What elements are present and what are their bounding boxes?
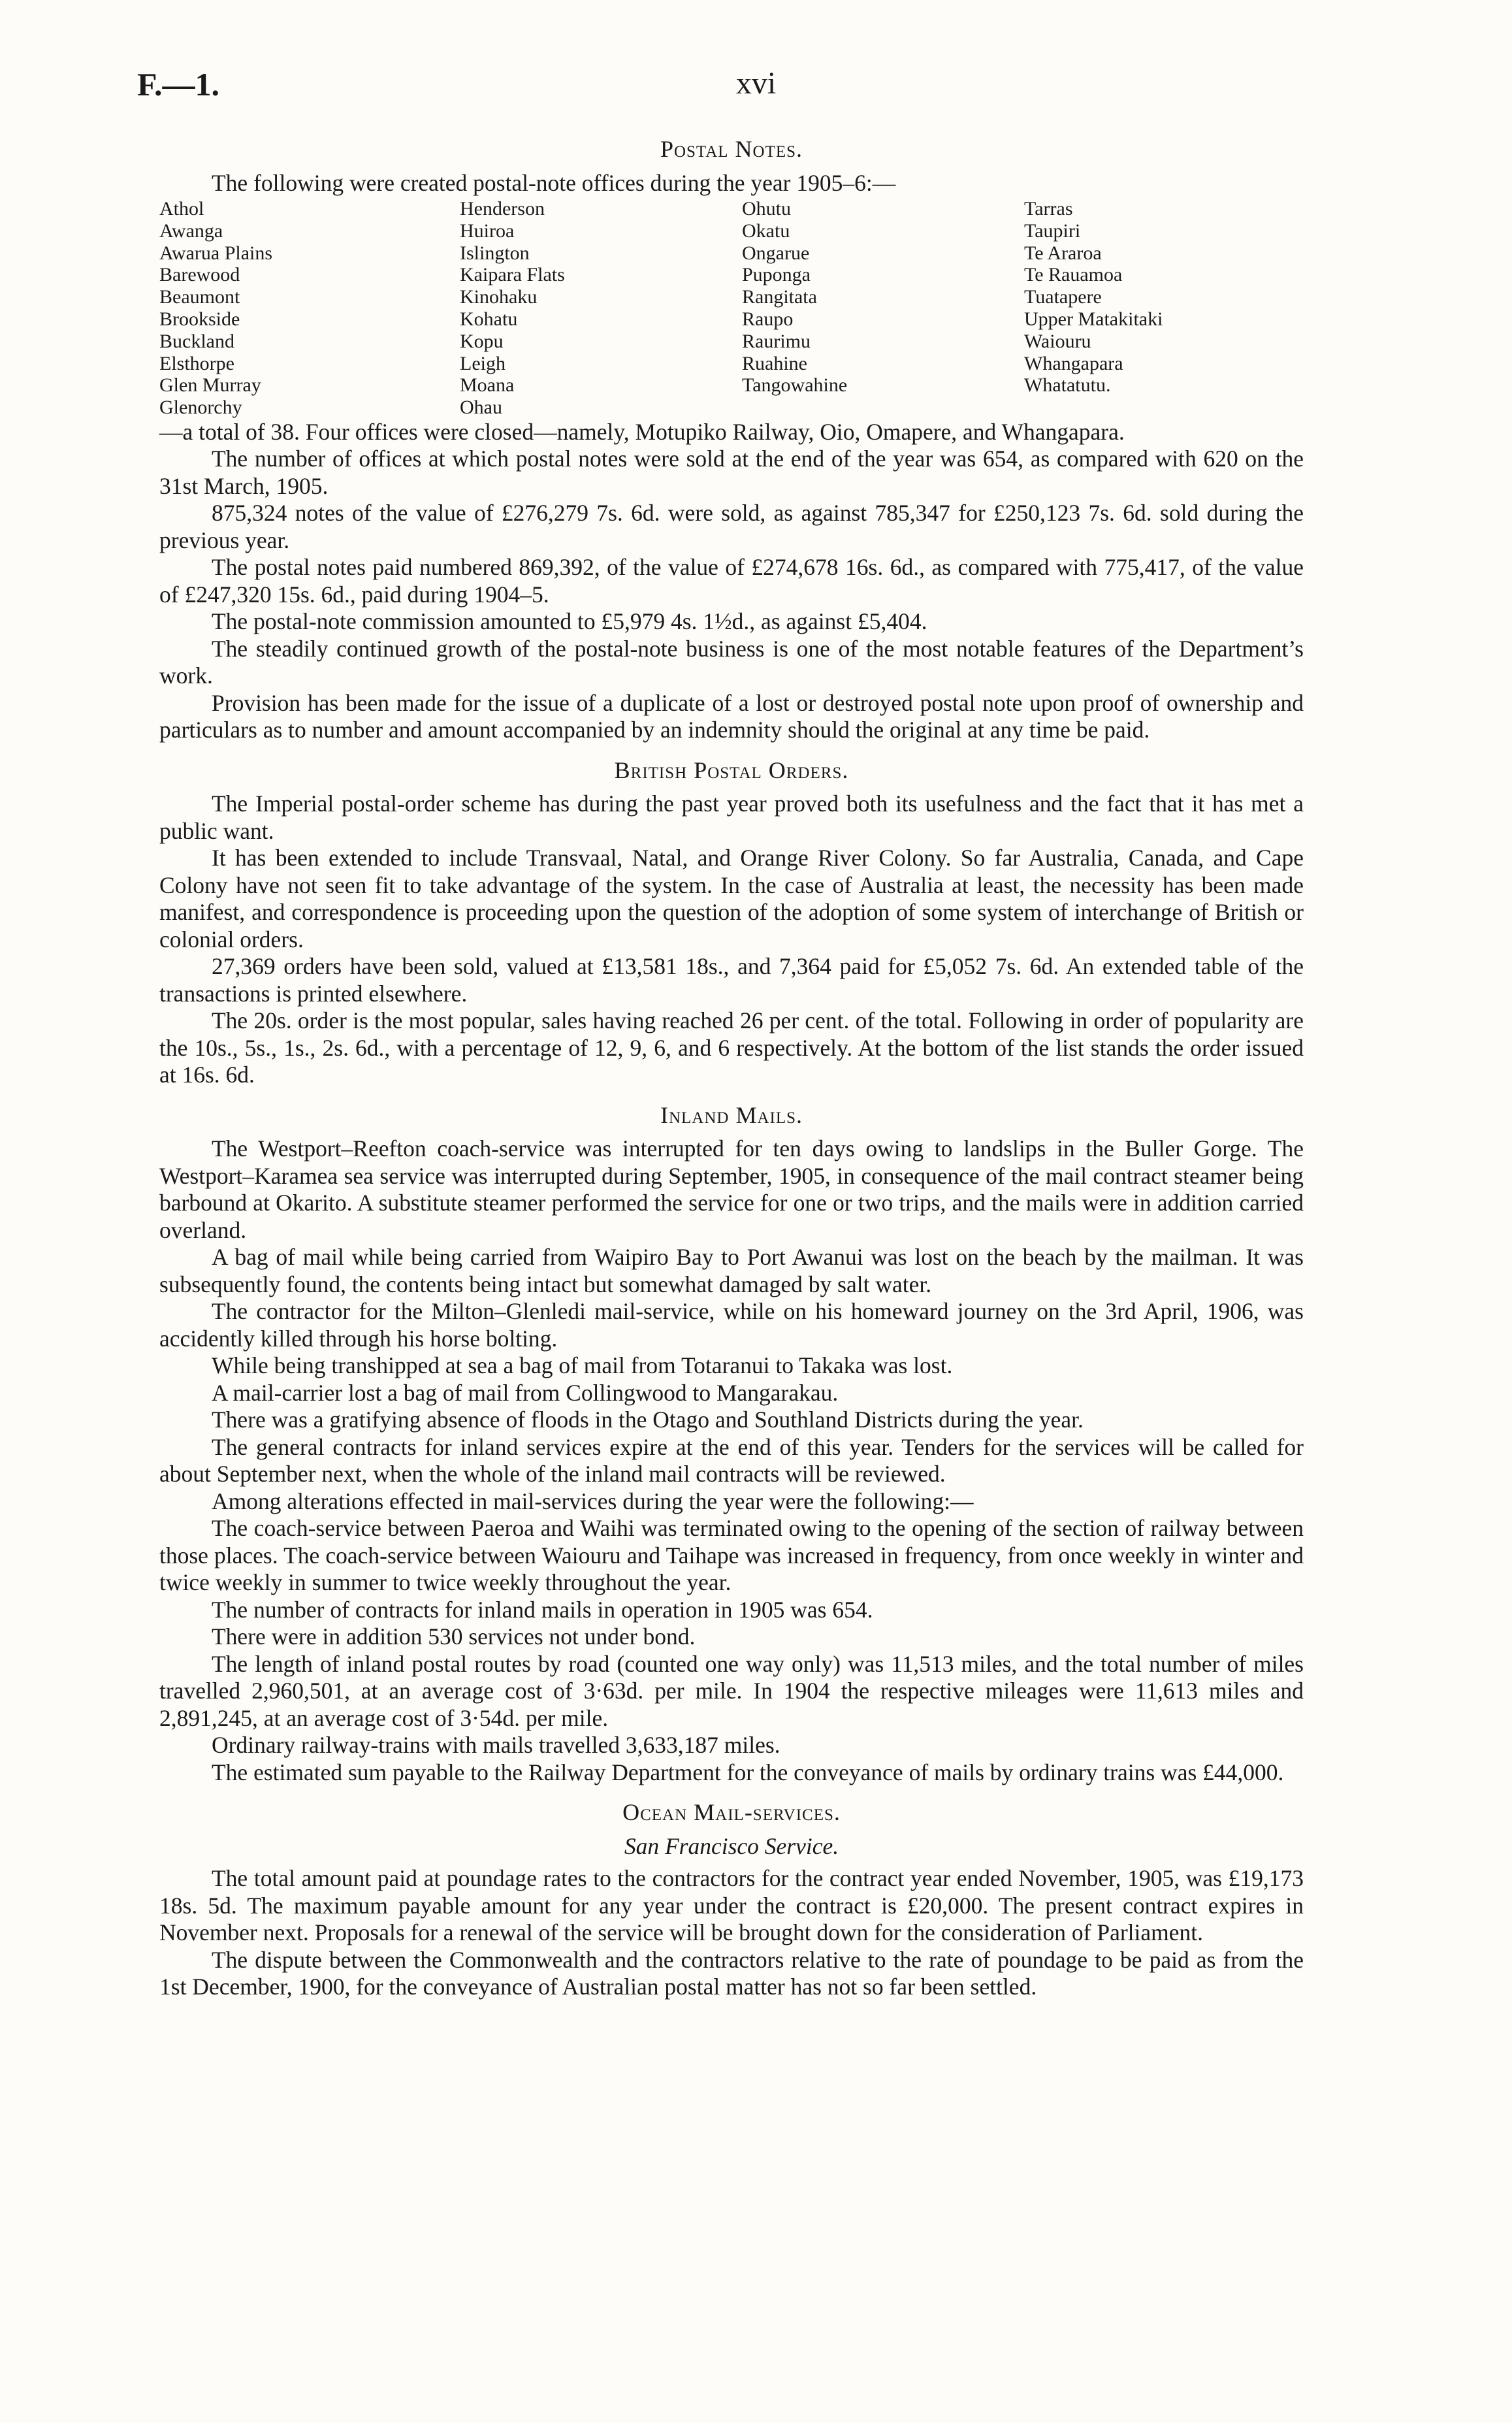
office-name: Islington [460, 242, 530, 264]
office-column [159, 198, 460, 419]
office-name: Awanga [159, 220, 223, 242]
office-name: Ohau [460, 397, 502, 419]
paragraph: The postal notes paid numbered 869,392, of the value of £274,678 16s. 6d., as compared with 775,417, of the value of £247,320 15s. 6d., paid during 1904–5. [159, 554, 1304, 608]
paragraph: The postal-note commission amounted to £5,979 4s. 1½d., as against £5,404. [212, 608, 927, 635]
office-name: Tuatapere [1024, 286, 1102, 308]
office-name: Glenorchy [159, 397, 242, 419]
office-name: Moana [460, 374, 515, 397]
paragraph: There were in addition 530 services not under bond. [212, 1623, 696, 1650]
document-reference: F.—1. [137, 66, 219, 103]
paragraph: A bag of mail while being carried from Waipiro Bay to Port Awanui was lost on the beach by the mailman. It was subsequently found, the contents being intact but somewhat damaged by salt water. [159, 1244, 1304, 1297]
paragraph: The coach-service between Paeroa and Waihi was terminated owing to the opening of the section of railway between those places. The coach-service between Waiouru and Taihape was increased in frequency, from once weekly in winter and twice weekly in summer to twice weekly throughout the year. [159, 1515, 1304, 1596]
paragraph: The dispute between the Commonwealth and the contractors relative to the rate of poundage to be paid as from the 1st December, 1900, for the conveyance of Australian postal matter has not so far been settled. [159, 1946, 1304, 2000]
office-name: Okatu [742, 220, 790, 242]
office-name: Puponga [742, 264, 811, 286]
paragraph: There was a gratifying absence of floods in the Otago and Southland Districts during the year. [212, 1407, 1084, 1433]
office-name: Glen Murray [159, 374, 261, 397]
paragraph: The steadily continued growth of the postal-note business is one of the most notable features of the Department’s work. [159, 635, 1304, 689]
paragraph: While being transhipped at sea a bag of mail from Totaranui to Takaka was lost. [212, 1352, 953, 1379]
office-name: Brookside [159, 308, 240, 330]
section-heading-inland-mails: Inland Mails. [660, 1101, 803, 1128]
office-name: Whatatutu. [1024, 374, 1111, 397]
office-name: Waiouru [1024, 330, 1091, 352]
office-name: Barewood [159, 264, 240, 286]
office-name: Huiroa [460, 220, 515, 242]
office-name: Taupiri [1024, 220, 1081, 242]
paragraph: Ordinary railway-trains with mails travelled 3,633,187 miles. [212, 1732, 780, 1759]
office-name: Awarua Plains [159, 242, 273, 264]
office-name: Kopu [460, 330, 504, 352]
paragraph: 875,324 notes of the value of £276,279 7s. 6d. were sold, as against 785,347 for £250,123 7s. 6d. sold during the previous year. [159, 500, 1304, 553]
paragraph: The estimated sum payable to the Railway Department for the conveyance of mails by ordinary trains was £44,000. [212, 1759, 1284, 1785]
office-name: Henderson [460, 198, 545, 220]
office-name: Ohutu [742, 198, 791, 220]
office-name: Whangapara [1024, 352, 1123, 374]
office-list [159, 198, 1304, 419]
paragraph: It has been extended to include Transvaal, Natal, and Orange River Colony. So far Australia, Canada, and Cape Colony have not seen fit to take advantage of the system. In the case of Australia at least, the necessity has been made manifest, and correspondence is proceeding upon the question of the adoption of some system of interchange of British or colonial orders. [159, 845, 1304, 952]
office-name: Raurimu [742, 330, 811, 352]
subsection-heading-san-francisco: San Francisco Service. [624, 1832, 839, 1859]
page-header [0, 65, 1512, 105]
office-name: Leigh [460, 352, 506, 374]
section-heading-ocean-mail-services: Ocean Mail-services. [622, 1799, 841, 1826]
office-name: Tangowahine [742, 374, 848, 397]
office-name: Tarras [1024, 198, 1073, 220]
paragraph: The length of inland postal routes by road (counted one way only) was 11,513 miles, and the total number of miles travelled 2,960,501, at an average cost of 3·63d. per mile. In 1904 the respective mileages were 11,613 miles and 2,891,245, at an average cost of 3·54d. per mile. [159, 1650, 1304, 1731]
section-heading-postal-notes: Postal Notes. [660, 136, 803, 162]
page-content [159, 123, 1304, 2001]
paragraph: The 20s. order is the most popular, sales having reached 26 per cent. of the total. Following in order of popularity are the 10s., 5s., 1s., 2s. 6d., with a percentage of 12, 9, 6, and 6 respectively. At the bottom of the list stands the order issued at 16s. 6d. [159, 1007, 1304, 1088]
office-column [460, 198, 742, 419]
page-number: xvi [735, 66, 777, 101]
office-name: Elsthorpe [159, 352, 234, 374]
office-name: Raupo [742, 308, 794, 330]
paragraph: The Westport–Reefton coach-service was interrupted for ten days owing to landslips in the Buller Gorge. The Westport–Karamea sea service was interrupted during September, 1905, in consequence of the mail contract steamer being barbound at Okarito. A substitute steamer performed the service for one or two trips, and the mails were in addition carried overland. [159, 1135, 1304, 1243]
paragraph: The total amount paid at poundage rates to the contractors for the contract year ended November, 1905, was £19,173 18s. 5d. The maximum payable amount for any year under the contract is £20,000. The present contract expires in November next. Proposals for a renewal of the service will be brought down for the consideration of Parliament. [159, 1865, 1304, 1946]
office-column [742, 198, 1024, 419]
office-column [1024, 198, 1304, 419]
office-name: Buckland [159, 330, 234, 352]
office-name: Kohatu [460, 308, 518, 330]
office-name: Ruahine [742, 352, 807, 374]
paragraph: A mail-carrier lost a bag of mail from Collingwood to Mangarakau. [212, 1379, 839, 1406]
office-name: Te Araroa [1024, 242, 1102, 264]
section-heading-british-postal-orders: British Postal Orders. [614, 756, 849, 783]
paragraph: The number of offices at which postal notes were sold at the end of the year was 654, as compared with 620 on the 31st March, 1905. [159, 446, 1304, 499]
office-name: Kinohaku [460, 286, 538, 308]
paragraph: Provision has been made for the issue of a duplicate of a lost or destroyed postal note upon proof of ownership and particulars as to number and amount accompanied by an indemnity should the original at any time be paid. [159, 689, 1304, 743]
office-name: Athol [159, 198, 204, 220]
paragraph: The general contracts for inland services expire at the end of this year. Tenders for the services will be called for about September next, when the whole of the inland mail contracts will be reviewed. [159, 1433, 1304, 1488]
office-name: Upper Matakitaki [1024, 308, 1163, 330]
paragraph: Among alterations effected in mail-services during the year were the following:— [212, 1488, 974, 1514]
paragraph: The number of contracts for inland mails in operation in 1905 was 654. [212, 1596, 873, 1623]
paragraph: The Imperial postal-order scheme has during the past year proved both its usefulness and the fact that it has met a public want. [159, 790, 1304, 844]
office-name: Kaipara Flats [460, 264, 565, 286]
office-name: Ongarue [742, 242, 810, 264]
paragraph: 27,369 orders have been sold, valued at £13,581 18s., and 7,364 paid for £5,052 7s. 6d. An extended table of the transactions is printed elsewhere. [159, 953, 1304, 1007]
office-name: Rangitata [742, 286, 817, 308]
postal-notes-intro: The following were created postal-note offices during the year 1905–6:— [212, 169, 896, 196]
office-name: Beaumont [159, 286, 240, 308]
office-name: Te Rauamoa [1024, 264, 1123, 286]
paragraph: —a total of 38. Four offices were closed—namely, Motupiko Railway, Oio, Omapere, and Whangapara. [159, 418, 1125, 445]
paragraph: The contractor for the Milton–Glenledi mail-service, while on his homeward journey on the 3rd April, 1906, was accidently killed through his horse bolting. [159, 1298, 1304, 1352]
